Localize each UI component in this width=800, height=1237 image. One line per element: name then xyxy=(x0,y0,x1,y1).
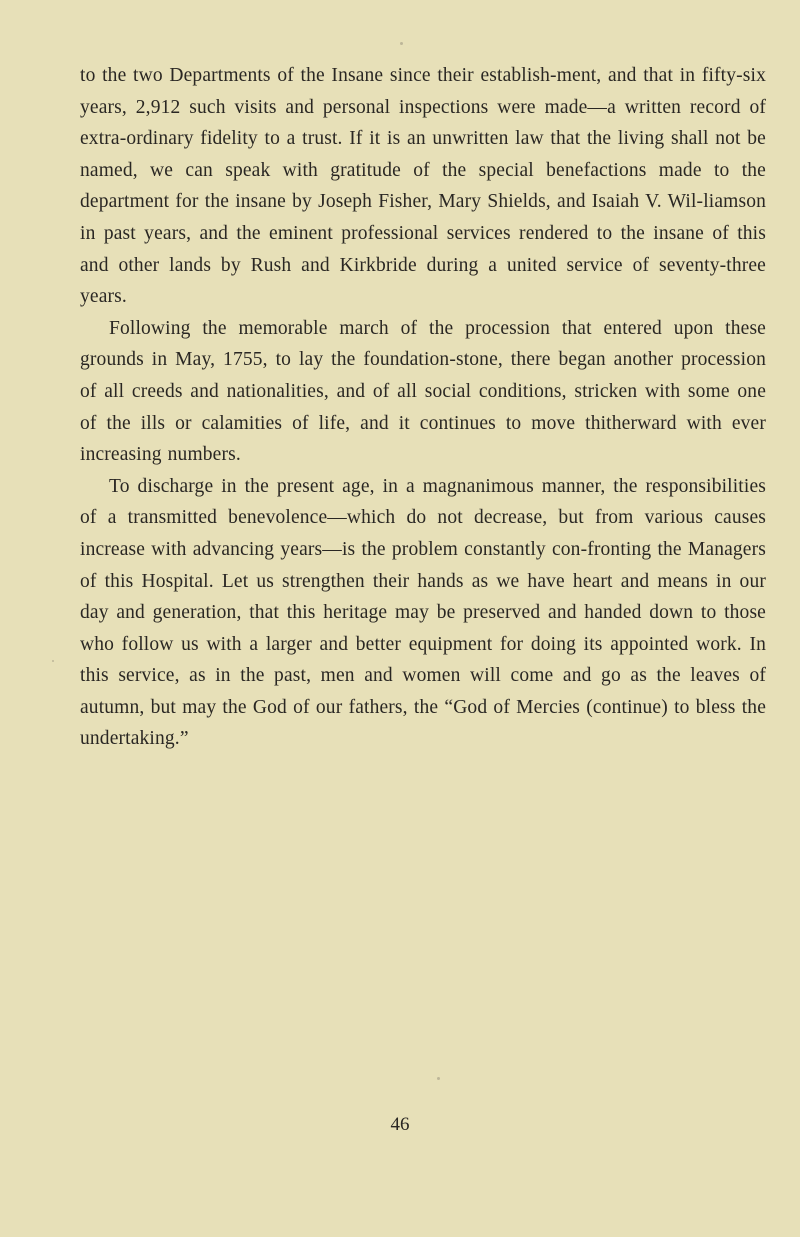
paper-speck xyxy=(437,1077,440,1080)
body-text xyxy=(80,60,766,755)
paper-speck xyxy=(400,42,403,45)
paragraph-responsibilities: To discharge in the present age, in a magnanimous manner, the responsibilities of a transmitted benevolence—which do not decrease, but from various causes increase with advancing years—is the problem constantly con-fronting the Managers of this Hospital. Let us strengthen their hands as we have heart and means in our day and generation, that this heritage may be preserved and handed down to those who follow us with a larger and better equipment for doing its appointed work. In this service, as in the past, men and women will come and go as the leaves of autumn, but may the God of our fathers, the “God of Mercies (continue) to bless the undertaking.” xyxy=(80,475,766,750)
paper-speck xyxy=(52,660,54,662)
paragraph-procession: Following the memorable march of the procession that entered upon these grounds in May, 1755, to lay the foundation-stone, there began another procession of all creeds and nationalities, and of all social conditions, stricken with some one of the ills or calamities of life, and it continues to move thitherward with ever increasing numbers. xyxy=(80,317,766,466)
paragraph-continuation: to the two Departments of the Insane since their establish-ment, and that in fifty-six years, 2,912 such visits and personal inspections were made—a written record of extra-ordinary fidelity to a trust. If it is an unwritten law that the living shall not be named, we can speak with gratitude of the special benefactions made to the department for the insane by Joseph Fisher, Mary Shields, and Isaiah V. Wil-liamson in past years, and the eminent professional services rendered to the insane of this and other lands by Rush and Kirkbride during a united service of seventy-three years. xyxy=(80,65,766,308)
page-number: 46 xyxy=(390,1114,410,1135)
